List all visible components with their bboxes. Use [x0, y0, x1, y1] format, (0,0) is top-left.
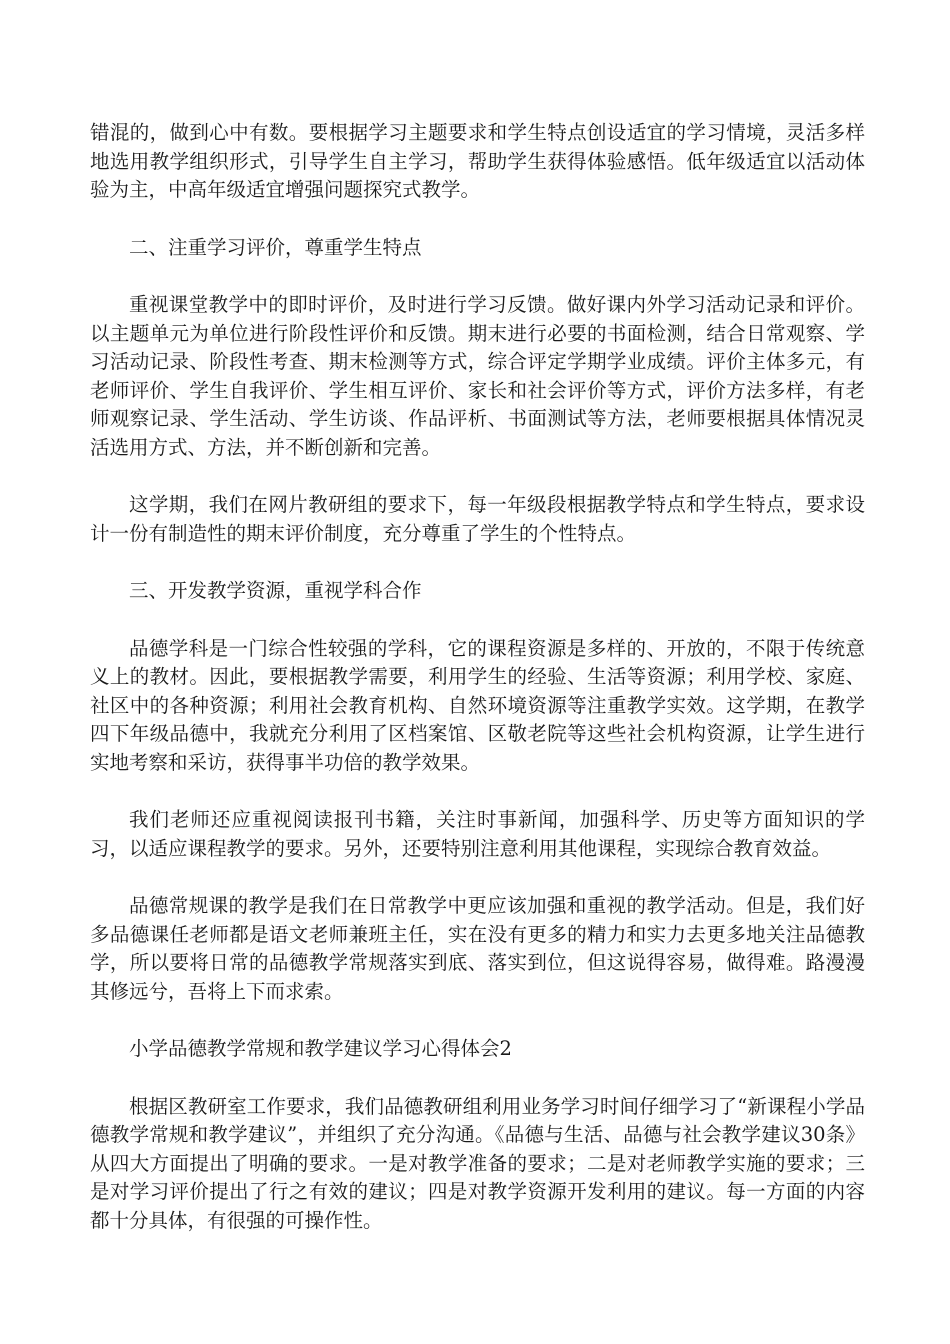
section-heading-2: 二、注重学习评价，尊重学生特点	[129, 235, 422, 259]
paragraph-continued: 错混的，做到心中有数。要根据学习主题要求和学生特点创设适宜的学习情境，灵活多样地选用教学组织形式，引导学生自主学习，帮助学生获得体验感悟。低年级适宜以活动体验为主，中高年级适宜增强问题探究式教学。	[90, 121, 865, 201]
paragraph-resources: 品德学科是一门综合性较强的学科，它的课程资源是多样的、开放的，不限于传统意义上的教材。因此，要根据教学需要，利用学生的经验、生活等资源；利用学校、家庭、社区中的各种资源；利用社会教育机构、自然环境资源等注重教学实效。这学期，在教学四下年级品德中，我就充分利用了区档案馆、区敬老院等这些社会机构资源，让学生进行实地考察和采访，获得事半功倍的教学效果。	[90, 636, 865, 774]
paragraph-routine: 品德常规课的教学是我们在日常教学中更应该加强和重视的教学活动。但是，我们好多品德课任老师都是语文老师兼班主任，实在没有更多的精力和实力去更多地关注品德教学，所以要将日常的品德教学常规落实到底、落实到位，但这说得容易，做得难。路漫漫其修远兮，吾将上下而求索。	[90, 894, 865, 1003]
paragraph-study: 根据区教研室工作要求，我们品德教研组利用业务学习时间仔细学习了“新课程小学品德教学常规和教学建议”，并组织了充分沟通。《品德与生活、品德与社会教学建议30条》从四大方面提出了明确的要求。一是对教学准备的要求；二是对老师教学实施的要求；三是对学习评价提出了行之有效的建议；四是对教学资源开发利用的建议。每一方面的内容都十分具体，有很强的可操作性。	[90, 1094, 865, 1232]
article-title-2: 小学品德教学常规和教学建议学习心得体会2	[129, 1037, 512, 1060]
paragraph-evaluation: 重视课堂教学中的即时评价，及时进行学习反馈。做好课内外学习活动记录和评价。以主题单元为单位进行阶段性评价和反馈。期末进行必要的书面检测，结合日常观察、学习活动记录、阶段性考查、期末检测等方式，综合评定学期学业成绩。评价主体多元，有老师评价、学生自我评价、学生相互评价、家长和社会评价等方式，评价方法多样，有老师观察记录、学生活动、学生访谈、作品评析、书面测试等方法，老师要根据具体情况灵活选用方式、方法，并不断创新和完善。	[90, 293, 865, 459]
document-body	[90, 119, 865, 1264]
paragraph-semester-evaluation: 这学期，我们在网片教研组的要求下，每一年级段根据教学特点和学生特点，要求设计一份有制造性的期末评价制度，充分尊重了学生的个性特点。	[90, 493, 865, 545]
section-heading-3: 三、开发教学资源，重视学科合作	[129, 579, 422, 602]
paragraph-reading: 我们老师还应重视阅读报刊书籍，关注时事新闻，加强科学、历史等方面知识的学习，以适应课程教学的要求。另外，还要特别注意利用其他课程，实现综合教育效益。	[90, 808, 865, 860]
